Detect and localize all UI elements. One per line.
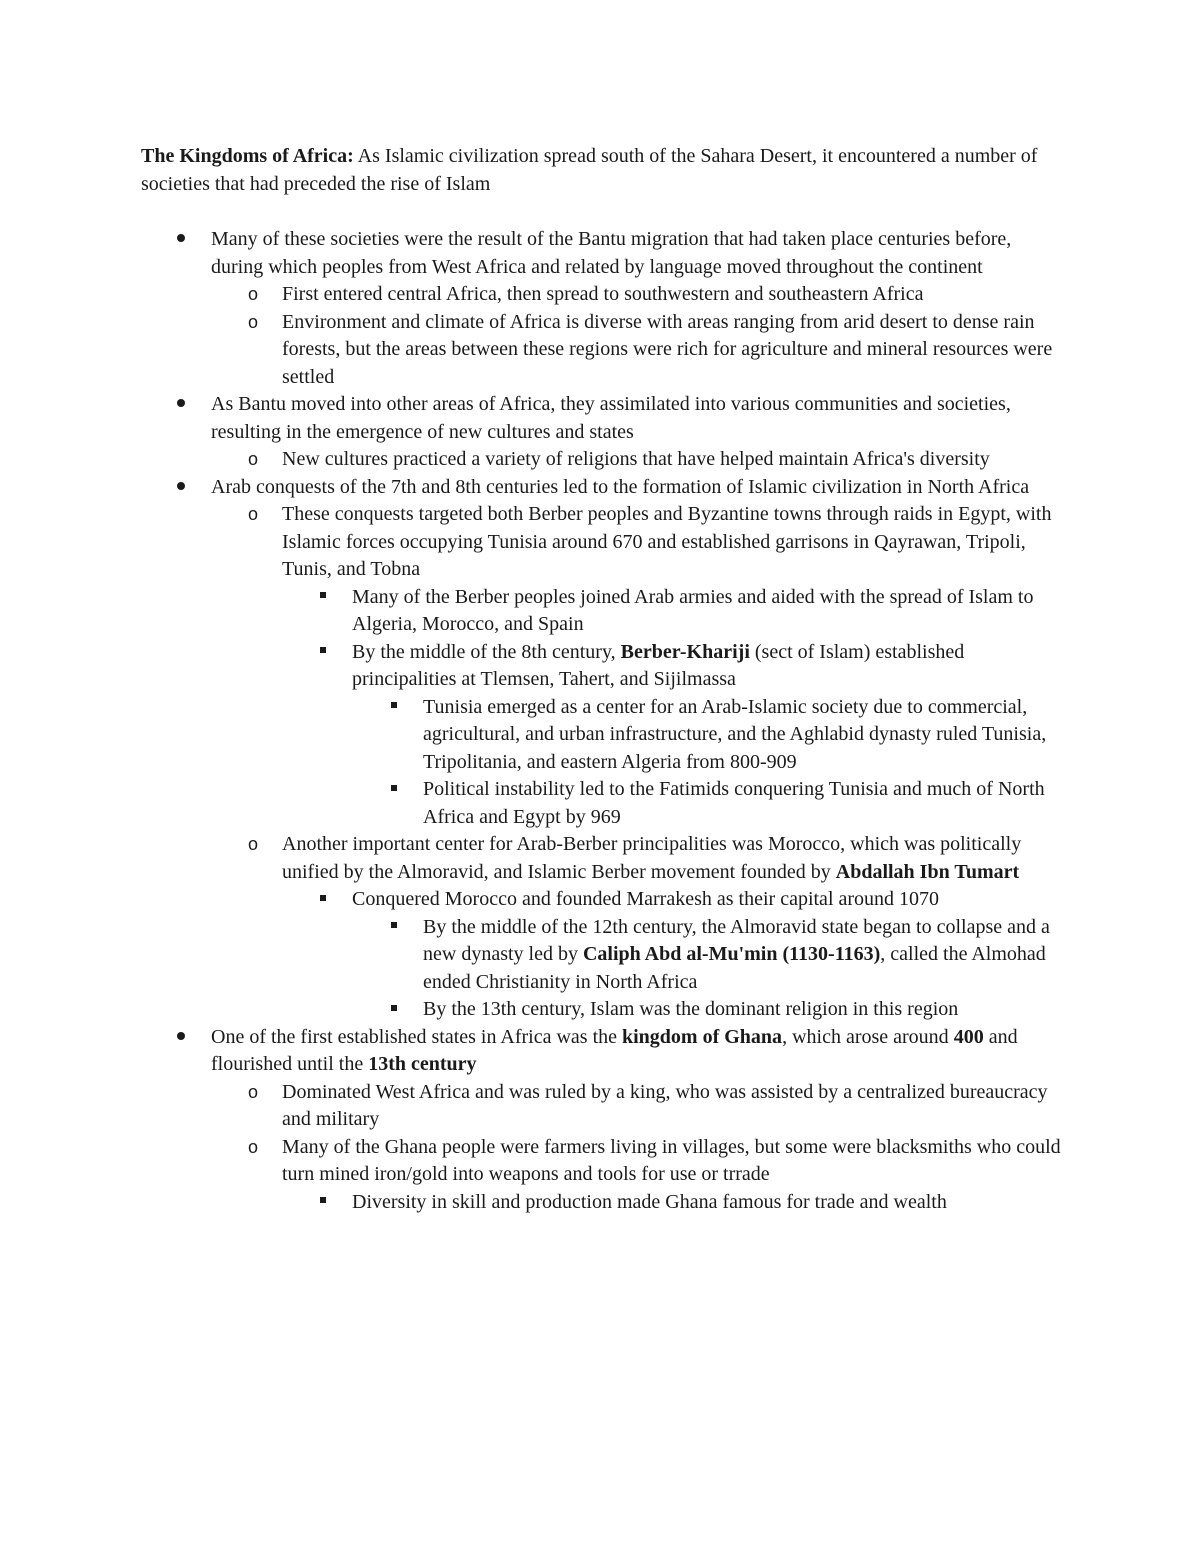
list-item: Tunisia emerged as a center for an Arab-Islamic society due to commercial, agricultural, and urban infrastructure, and the Aghlabid dynasty ruled Tunisia, Tripolitania, and eastern Algeria from 800-909 (141, 694, 1061, 777)
intro-heading: The Kingdoms of Africa: (141, 145, 354, 167)
square-bullet-icon (384, 694, 404, 722)
list-item: o New cultures practiced a variety of religions that have helped maintain Africa's diversity (141, 446, 1061, 474)
outline-list (141, 226, 1061, 1216)
circle-bullet-icon: o (247, 311, 258, 332)
list-item: By the middle of the 12th century, the Almoravid state began to collapse and a new dynasty led by Caliph Abd al-Mu'min (1130-1163), called the Almohad ended Christianity in North Africa (141, 914, 1061, 997)
list-item: o Environment and climate of Africa is diverse with areas ranging from arid desert to dense rain forests, but the areas between these regions were rich for agriculture and mineral resources were settled (141, 309, 1061, 392)
bullet-icon (171, 226, 191, 254)
circle-bullet-icon: o (247, 1081, 258, 1102)
circle-bullet-icon: o (247, 504, 258, 524)
list-item: Political instability led to the Fatimids conquering Tunisia and much of North Africa and Egypt by 969 (141, 776, 1061, 831)
document-page (141, 143, 1061, 1216)
list-item: o These conquests targeted both Berber peoples and Byzantine towns through raids in Egypt, with Islamic forces occupying Tunisia around 670 and established garrisons in Qayrawan, Tripoli, Tunis, and Tobna (141, 501, 1061, 584)
list-item: Conquered Morocco and founded Marrakesh as their capital around 1070 (141, 886, 1061, 914)
bold-term: Caliph Abd al-Mu'min (1130-1163) (582, 943, 881, 965)
circle-bullet-icon: o (247, 284, 258, 304)
list-item: Many of these societies were the result of the Bantu migration that had taken place centuries before, during which peoples from West Africa and related by language moved throughout the continent (141, 226, 1061, 281)
bullet-icon (171, 1024, 191, 1052)
bold-term: 400 (953, 1025, 984, 1048)
square-bullet-icon (313, 639, 333, 667)
bold-term: 13th century (368, 1053, 477, 1075)
square-bullet-icon (384, 776, 404, 804)
bullet-icon (171, 474, 191, 502)
square-bullet-icon (384, 914, 404, 942)
bold-term: kingdom of Ghana (622, 1025, 783, 1048)
bold-term: Berber-Khariji (620, 640, 750, 663)
list-item: By the middle of the 8th century, Berber-Khariji (sect of Islam) established principalities at Tlemsen, Tahert, and Sijilmassa (141, 639, 1061, 694)
list-item: Arab conquests of the 7th and 8th centuries led to the formation of Islamic civilization in North Africa (141, 474, 1061, 502)
list-item: One of the first established states in Africa was the kingdom of Ghana, which arose around 400 and flourished until the 13th century (141, 1024, 1061, 1079)
list-item: Many of the Berber peoples joined Arab armies and aided with the spread of Islam to Algeria, Morocco, and Spain (141, 584, 1061, 639)
bold-term: Abdallah Ibn Tumart (835, 860, 1020, 883)
list-item: o Another important center for Arab-Berber principalities was Morocco, which was politically unified by the Almoravid, and Islamic Berber movement founded by Abdallah Ibn Tumart (141, 831, 1061, 886)
circle-bullet-icon: o (247, 449, 258, 469)
circle-bullet-icon: o (247, 1136, 258, 1157)
square-bullet-icon (313, 886, 333, 914)
list-item: By the 13th century, Islam was the dominant religion in this region (141, 996, 1061, 1024)
intro-text: As Islamic civilization spread south of the Sahara Desert, it encountered a number of societies that had preceded the rise of Islam (141, 145, 1038, 195)
list-item: As Bantu moved into other areas of Africa, they assimilated into various communities and societies, resulting in the emergence of new cultures and states (141, 391, 1061, 446)
list-item: o Many of the Ghana people were farmers living in villages, but some were blacksmiths who could turn mined iron/gold into weapons and tools for use or trrade (141, 1134, 1061, 1189)
circle-bullet-icon: o (247, 834, 258, 854)
bullet-icon (171, 391, 191, 419)
square-bullet-icon (384, 996, 404, 1024)
list-item: o Dominated West Africa and was ruled by a king, who was assisted by a centralized bureaucracy and military (141, 1079, 1061, 1134)
square-bullet-icon (313, 1189, 333, 1217)
list-item: Diversity in skill and production made Ghana famous for trade and wealth (141, 1189, 1061, 1217)
intro-paragraph (141, 143, 1061, 198)
list-item: o First entered central Africa, then spread to southwestern and southeastern Africa (141, 281, 1061, 309)
square-bullet-icon (313, 584, 333, 612)
